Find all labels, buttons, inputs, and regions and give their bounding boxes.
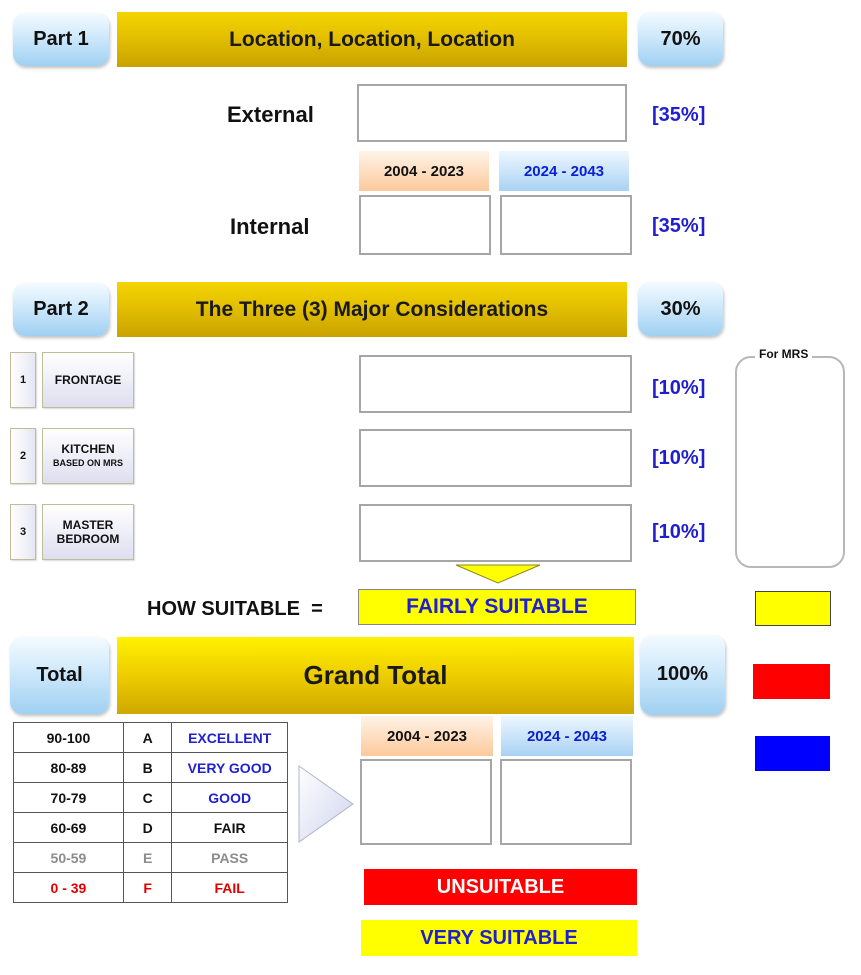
- total-percent: 100%: [640, 635, 725, 715]
- grade-row: [14, 723, 288, 753]
- grade-range-cell: 70-79: [14, 783, 124, 813]
- legend-swatch-red: [753, 664, 830, 699]
- part1-period-old: 2004 - 2023: [359, 151, 489, 191]
- total-period-new: 2024 - 2043: [501, 716, 633, 756]
- grade-row: [14, 783, 288, 813]
- frontage-weight: [10%]: [652, 377, 706, 399]
- master-bedroom-score-box[interactable]: [359, 504, 632, 562]
- grade-row: [14, 873, 288, 903]
- legend-swatch-blue: [755, 736, 830, 771]
- how-suitable-label: HOW SUITABLE =: [147, 598, 323, 620]
- item-number-2: 2: [10, 428, 36, 484]
- grade-range-cell: 90-100: [14, 723, 124, 753]
- mrs-group-box: [735, 356, 845, 568]
- internal-score-old-box[interactable]: [359, 195, 491, 255]
- grade-table: [13, 722, 288, 903]
- very-suitable-banner: VERY SUITABLE: [361, 920, 637, 956]
- item-number-1: 1: [10, 352, 36, 408]
- grade-range-cell: 80-89: [14, 753, 124, 783]
- grade-letter-cell: A: [123, 723, 172, 753]
- internal-weight: [35%]: [652, 215, 706, 237]
- grade-row: [14, 843, 288, 873]
- grade-letter-cell: C: [123, 783, 172, 813]
- total-period-old: 2004 - 2023: [361, 716, 493, 756]
- part1-period-new: 2024 - 2043: [499, 151, 629, 191]
- external-label: External: [227, 102, 314, 127]
- kitchen-score-box[interactable]: [359, 429, 632, 487]
- internal-label: Internal: [230, 214, 310, 239]
- grade-letter-cell: E: [123, 843, 172, 873]
- master-bedroom-weight: [10%]: [652, 521, 706, 543]
- grade-range-cell: 60-69: [14, 813, 124, 843]
- grade-range-cell: 0 - 39: [14, 873, 124, 903]
- grade-desc-cell: GOOD: [172, 783, 288, 813]
- external-weight: [35%]: [652, 104, 706, 126]
- item-sublabel-text: BASED ON MRS: [52, 458, 123, 468]
- part1-label: Part 1: [13, 13, 109, 66]
- mrs-group-label: For MRS: [755, 347, 812, 361]
- frontage-score-box[interactable]: [359, 355, 632, 413]
- item-label-frontage: [42, 352, 134, 408]
- grade-row: [14, 813, 288, 843]
- total-label: Total: [10, 637, 109, 714]
- down-arrow-icon: [454, 564, 542, 584]
- suitability-result: FAIRLY SUITABLE: [358, 589, 636, 625]
- grand-total-bar: Grand Total: [117, 637, 634, 714]
- total-score-old-box[interactable]: [360, 759, 492, 845]
- grade-letter-cell: F: [123, 873, 172, 903]
- item-label-text: MASTER BEDROOM: [56, 518, 120, 546]
- item-label-text: FRONTAGE: [54, 373, 122, 387]
- unsuitable-banner: UNSUITABLE: [364, 869, 637, 905]
- grade-letter-cell: D: [123, 813, 172, 843]
- part2-label: Part 2: [13, 283, 109, 336]
- grade-desc-cell: FAIR: [172, 813, 288, 843]
- internal-score-new-box[interactable]: [500, 195, 632, 255]
- external-score-box[interactable]: [357, 84, 627, 142]
- grade-range-cell: 50-59: [14, 843, 124, 873]
- part1-title-bar: Location, Location, Location: [117, 12, 627, 67]
- item-label-kitchen: [42, 428, 134, 484]
- item-label-text: KITCHEN: [61, 442, 115, 456]
- grade-desc-cell: FAIL: [172, 873, 288, 903]
- item-number-3: 3: [10, 504, 36, 560]
- grade-letter-cell: B: [123, 753, 172, 783]
- item-label-master-bedroom: [42, 504, 134, 560]
- part1-percent: 70%: [638, 12, 723, 66]
- grade-desc-cell: PASS: [172, 843, 288, 873]
- legend-swatch-yellow: [755, 591, 831, 626]
- right-arrow-icon: [297, 764, 355, 844]
- total-score-new-box[interactable]: [500, 759, 632, 845]
- grade-row: [14, 753, 288, 783]
- part2-percent: 30%: [638, 282, 723, 336]
- grade-desc-cell: EXCELLENT: [172, 723, 288, 753]
- kitchen-weight: [10%]: [652, 447, 706, 469]
- grade-desc-cell: VERY GOOD: [172, 753, 288, 783]
- part2-title-bar: The Three (3) Major Considerations: [117, 282, 627, 337]
